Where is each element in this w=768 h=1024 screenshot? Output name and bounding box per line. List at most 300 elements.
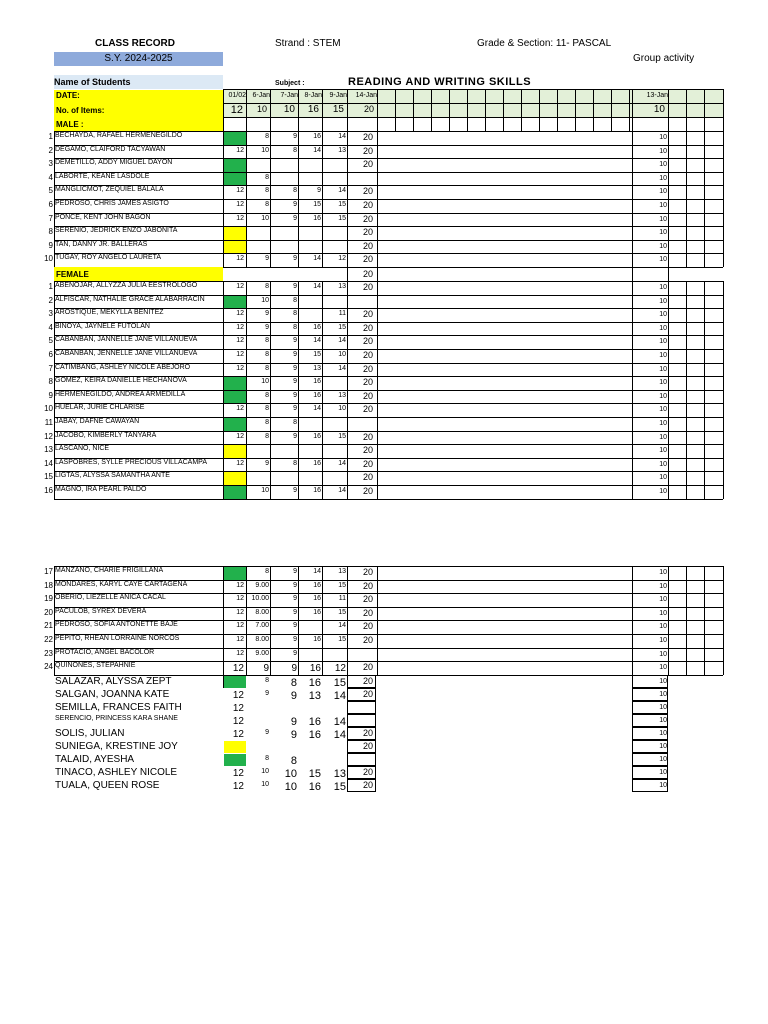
- row-number: 10: [44, 254, 53, 263]
- group-activity-score: 10: [659, 447, 667, 454]
- date-label: DATE:: [56, 91, 80, 100]
- quiz-score-0: 10: [261, 768, 269, 775]
- row-number: 2: [48, 296, 53, 305]
- row-number: 17: [44, 567, 53, 576]
- row-number: 2: [48, 146, 53, 155]
- row-number: 21: [44, 621, 53, 630]
- quiz-score-1: 9: [293, 636, 297, 643]
- group-activity-score: 10: [659, 691, 667, 698]
- group-activity-score: 10: [659, 202, 667, 209]
- quiz-score-1: 9: [293, 609, 297, 616]
- quiz-score-2: 16: [313, 324, 321, 331]
- student-name: TAN, DANNY JR. BALLERAS: [55, 241, 148, 248]
- quiz-score-3: 14: [333, 729, 346, 741]
- total-score: 20: [362, 132, 373, 142]
- quiz-score-0: 9.00: [255, 582, 269, 589]
- total-score: 20: [362, 594, 373, 604]
- student-name: SALAZAR, ALYSSA ZEPT: [55, 676, 172, 687]
- total-score: 20: [362, 254, 373, 264]
- row-number: 15: [44, 472, 53, 481]
- quiz-score-1: 9: [290, 729, 297, 741]
- attendance-score: 12: [232, 768, 244, 779]
- group-activity-score: 10: [659, 216, 667, 223]
- group-activity-score: 10: [659, 434, 667, 441]
- row-number: 14: [44, 459, 53, 468]
- quiz-score-3: 15: [338, 582, 346, 589]
- attendance-score: 12: [232, 663, 244, 674]
- male-section-label: MALE :: [56, 120, 84, 129]
- group-activity-score: 10: [659, 610, 667, 617]
- group-activity-score: 10: [659, 243, 667, 250]
- quiz-score-1: 10: [284, 781, 297, 793]
- group-activity-score: 10: [659, 134, 667, 141]
- group-activity-score: 10: [659, 730, 667, 737]
- quiz-score-2: 15: [308, 768, 321, 780]
- items-label: No. of Items:: [56, 106, 105, 115]
- total-score: 20: [362, 336, 373, 346]
- student-name: SERENIO, JEDRICK ENZO JABONITA: [55, 227, 178, 234]
- quiz-score-2: 16: [313, 215, 321, 222]
- attendance-score: 12: [236, 215, 244, 222]
- quiz-score-2: 16: [313, 378, 321, 385]
- student-name: MANZANO, CHARIE FRIGILLANA: [55, 567, 164, 574]
- attendance-score: 12: [232, 729, 244, 740]
- quiz-score-3: 13: [333, 768, 346, 780]
- group-activity-score: 10: [659, 651, 667, 658]
- quiz-score-1: 9: [293, 582, 297, 589]
- student-name: PROTACIO, ANGEL BACOLOR: [55, 649, 155, 656]
- group-activity-score: 10: [659, 756, 667, 763]
- group-activity-score: 10: [659, 717, 667, 724]
- quiz-score-3: 15: [338, 215, 346, 222]
- total-score: 20: [362, 486, 373, 496]
- quiz-score-3: 13: [338, 147, 346, 154]
- items-count-2: 10: [283, 104, 295, 115]
- student-name: DEGAMO, CLAIFORD TACYAWAN: [55, 146, 166, 153]
- row-number: 24: [44, 662, 53, 671]
- quiz-score-1: 9: [293, 487, 297, 494]
- student-name: SOLIS, JULIAN: [55, 728, 125, 739]
- total-score: 20: [362, 472, 373, 482]
- student-name: MANGLICMOT, ZEQUIEL BALALA: [55, 186, 164, 193]
- quiz-score-0: 10: [261, 297, 269, 304]
- quiz-score-3: 15: [338, 636, 346, 643]
- quiz-score-2: 16: [313, 392, 321, 399]
- student-name: ALFISCAR, NATHALIE GRACE ALABARRACIN: [55, 296, 205, 303]
- quiz-score-1: 9: [293, 622, 297, 629]
- quiz-score-0: 9.00: [255, 650, 269, 657]
- row-number: 5: [48, 186, 53, 195]
- quiz-score-2: 14: [313, 337, 321, 344]
- total-score: 20: [362, 241, 373, 251]
- quiz-score-1: 8: [290, 677, 297, 689]
- quiz-score-0: 9: [265, 324, 269, 331]
- row-number: 1: [48, 132, 53, 141]
- quiz-score-1: 9: [290, 716, 297, 728]
- group-activity-score: 10: [659, 596, 667, 603]
- total-score: 20: [362, 567, 373, 577]
- quiz-score-0: 8: [265, 755, 269, 762]
- attendance-score: 12: [232, 716, 244, 727]
- quiz-score-0: 9: [265, 729, 269, 736]
- attendance-score: 12: [236, 337, 244, 344]
- row-number: 3: [48, 309, 53, 318]
- items-count-3: 16: [307, 104, 319, 115]
- date-header-4: 9-Jan: [329, 92, 347, 99]
- quiz-score-2: 14: [313, 147, 321, 154]
- quiz-score-1: 10: [284, 768, 297, 780]
- total-score: 20: [362, 350, 373, 360]
- strand-label: Strand : STEM: [275, 38, 341, 49]
- quiz-score-0: 8: [265, 283, 269, 290]
- group-activity-score: 10: [659, 379, 667, 386]
- total-score: 20: [362, 309, 373, 319]
- subject-label: Subject :: [275, 80, 305, 87]
- row-number: 19: [44, 594, 53, 603]
- total-score: 20: [362, 214, 373, 224]
- row-number: 6: [48, 350, 53, 359]
- group-activity-score: 10: [659, 637, 667, 644]
- quiz-score-2: 14: [313, 405, 321, 412]
- name-of-students-label: Name of Students: [54, 75, 223, 89]
- group-activity-score: 10: [659, 148, 667, 155]
- quiz-score-3: 15: [338, 201, 346, 208]
- row-number: 3: [48, 159, 53, 168]
- group-activity-score: 10: [659, 338, 667, 345]
- student-name: TINACO, ASHLEY NICOLE: [55, 767, 178, 778]
- total-score: 20: [362, 364, 373, 374]
- student-name: TALAID, AYESHA: [55, 754, 135, 765]
- quiz-score-3: 13: [338, 392, 346, 399]
- student-name: SERENCIO, PRINCESS KARA SHANE: [55, 715, 178, 722]
- total-score: 20: [362, 404, 373, 414]
- group-activity-score: 10: [659, 298, 667, 305]
- group-activity-score: 10: [659, 664, 667, 671]
- items-count-6: 10: [653, 104, 665, 115]
- group-activity-score: 10: [659, 461, 667, 468]
- total-score: 20: [362, 581, 373, 591]
- student-name: CABANBAN, JANNELLE JANE VILLANUEVA: [55, 336, 198, 343]
- attendance-score: 12: [236, 433, 244, 440]
- quiz-score-2: 16: [313, 582, 321, 589]
- student-name: MONDARES, KARYL CAYE CARTAGENA: [55, 581, 188, 588]
- quiz-score-0: 8: [265, 174, 269, 181]
- total-score: 20: [362, 676, 373, 686]
- row-number: 7: [48, 364, 53, 373]
- attendance-score: 12: [236, 310, 244, 317]
- quiz-score-3: 14: [338, 187, 346, 194]
- total-score: 20: [362, 146, 373, 156]
- student-name: PONCE, KENT JOHN BAGON: [55, 214, 151, 221]
- student-name: DEMETILLO, ADDY MIGUEL DAYON: [55, 159, 173, 166]
- attendance-score: 12: [236, 147, 244, 154]
- student-name: LASPOBRES, SYLLE PRECIOUS VILLACAMPA: [55, 459, 207, 466]
- student-name: PEDROSO, SOFIA ANTONETTE BAJE: [55, 621, 178, 628]
- quiz-score-0: 8: [265, 392, 269, 399]
- subject-name: READING AND WRITING SKILLS: [348, 76, 532, 88]
- quiz-score-0: 10: [261, 487, 269, 494]
- female-total: 20: [362, 269, 373, 279]
- quiz-score-3: 10: [338, 351, 346, 358]
- total-score: 20: [362, 159, 373, 169]
- quiz-score-1: 8: [293, 324, 297, 331]
- total-score: 20: [362, 200, 373, 210]
- quiz-score-2: 16: [308, 729, 321, 741]
- quiz-score-0: 8: [265, 365, 269, 372]
- quiz-score-2: 15: [313, 201, 321, 208]
- quiz-score-0: 7.00: [255, 622, 269, 629]
- quiz-score-0: 8.00: [255, 636, 269, 643]
- quiz-score-2: 16: [308, 677, 321, 689]
- quiz-score-1: 8: [293, 460, 297, 467]
- attendance-score: 12: [236, 650, 244, 657]
- quiz-score-3: 13: [338, 568, 346, 575]
- quiz-score-0: 8.00: [255, 609, 269, 616]
- quiz-score-3: 15: [338, 433, 346, 440]
- total-score: 20: [362, 323, 373, 333]
- row-number: 1: [48, 282, 53, 291]
- date-header-1: 6-Jan: [252, 92, 270, 99]
- group-activity-score: 10: [659, 229, 667, 236]
- group-activity-score: 10: [659, 393, 667, 400]
- row-number: 18: [44, 581, 53, 590]
- quiz-score-1: 9: [293, 568, 297, 575]
- group-activity-score: 10: [659, 743, 667, 750]
- date-header-2: 7-Jan: [280, 92, 298, 99]
- quiz-score-3: 11: [338, 595, 346, 602]
- group-activity-score: 10: [659, 420, 667, 427]
- total-score: 20: [362, 621, 373, 631]
- row-number: 16: [44, 486, 53, 495]
- quiz-score-1: 8: [290, 755, 297, 767]
- total-score: 20: [362, 728, 373, 738]
- quiz-score-2: 14: [313, 568, 321, 575]
- quiz-score-3: 14: [338, 460, 346, 467]
- row-number: 20: [44, 608, 53, 617]
- group-activity-score: 10: [659, 284, 667, 291]
- quiz-score-2: 9: [317, 187, 321, 194]
- group-activity-score: 10: [659, 488, 667, 495]
- attendance-score: 12: [236, 201, 244, 208]
- total-score: 20: [362, 445, 373, 455]
- row-number: 8: [48, 227, 53, 236]
- attendance-score: 12: [236, 187, 244, 194]
- group-activity-score: 10: [659, 188, 667, 195]
- student-name: ABENOJAR, ALLYZZA JULIA EESTROLOGO: [55, 282, 198, 289]
- student-name: CABANBAN, JENNELLE JANE VILLANUEVA: [55, 350, 198, 357]
- quiz-score-0: 10: [261, 215, 269, 222]
- quiz-score-3: 15: [333, 781, 346, 793]
- quiz-score-0: 8: [265, 677, 269, 684]
- quiz-score-2: 16: [313, 433, 321, 440]
- group-activity-label: Group activity: [633, 53, 695, 64]
- quiz-score-3: 14: [338, 133, 346, 140]
- student-name: LIGTAS, ALYSSA SAMANTHA ANTE: [55, 472, 170, 479]
- quiz-score-0: 10: [261, 378, 269, 385]
- date-header-3: 8-Jan: [304, 92, 322, 99]
- attendance-score: 12: [236, 283, 244, 290]
- quiz-score-1: 9: [293, 378, 297, 385]
- quiz-score-1: 9: [293, 283, 297, 290]
- female-section-label: FEMALE: [56, 270, 89, 279]
- quiz-score-3: 14: [338, 337, 346, 344]
- quiz-score-3: 15: [338, 324, 346, 331]
- row-number: 4: [48, 323, 53, 332]
- quiz-score-0: 8: [265, 133, 269, 140]
- quiz-score-0: 8: [265, 433, 269, 440]
- quiz-score-0: 8: [265, 351, 269, 358]
- quiz-score-1: 9: [293, 133, 297, 140]
- student-name: TUGAY, ROY ANGELO LAURETA: [55, 254, 162, 261]
- quiz-score-0: 8: [265, 337, 269, 344]
- quiz-score-2: 14: [313, 255, 321, 262]
- total-score: 20: [362, 432, 373, 442]
- quiz-score-2: 13: [313, 365, 321, 372]
- quiz-score-0: 8: [265, 187, 269, 194]
- date-header-5: 14-Jan: [355, 92, 377, 99]
- attendance-score: 12: [236, 609, 244, 616]
- quiz-score-2: 15: [313, 351, 321, 358]
- total-score: 20: [362, 741, 373, 751]
- quiz-score-1: 9: [293, 405, 297, 412]
- attendance-score: 12: [236, 460, 244, 467]
- items-count-5: 20: [363, 104, 374, 114]
- student-name: QUIÑONES, STEPAHNIE: [55, 662, 136, 669]
- row-number: 8: [48, 377, 53, 386]
- student-name: CATIMBANG, ASHLEY NICOLE ABEJORO: [55, 364, 191, 371]
- quiz-score-1: 9: [293, 215, 297, 222]
- row-number: 12: [44, 432, 53, 441]
- quiz-score-0: 8: [265, 201, 269, 208]
- quiz-score-3: 10: [338, 405, 346, 412]
- group-activity-score: 10: [659, 769, 667, 776]
- quiz-score-2: 16: [313, 609, 321, 616]
- quiz-score-0: 9: [263, 663, 269, 674]
- quiz-score-2: 16: [313, 595, 321, 602]
- quiz-score-0: 10: [261, 147, 269, 154]
- student-name: BINOYA, JAYNELE FUTOLAN: [55, 323, 150, 330]
- group-activity-score: 10: [659, 311, 667, 318]
- row-number: 11: [44, 418, 53, 427]
- total-score: 20: [362, 377, 373, 387]
- quiz-score-3: 14: [338, 365, 346, 372]
- attendance-score: 12: [236, 582, 244, 589]
- row-number: 22: [44, 635, 53, 644]
- row-number: 9: [48, 241, 53, 250]
- quiz-score-0: 10: [261, 781, 269, 788]
- quiz-score-2: 13: [308, 690, 321, 702]
- quiz-score-3: 14: [338, 622, 346, 629]
- group-activity-score: 10: [659, 406, 667, 413]
- group-activity-score: 10: [659, 569, 667, 576]
- quiz-score-0: 8: [265, 568, 269, 575]
- group-activity-score: 10: [659, 782, 667, 789]
- quiz-score-1: 9: [293, 337, 297, 344]
- quiz-score-2: 16: [313, 487, 321, 494]
- quiz-score-2: 16: [309, 663, 321, 674]
- group-activity-score: 10: [659, 352, 667, 359]
- group-activity-score: 10: [659, 366, 667, 373]
- quiz-score-2: 14: [313, 283, 321, 290]
- total-score: 20: [362, 459, 373, 469]
- quiz-score-3: 13: [338, 283, 346, 290]
- quiz-score-1: 8: [293, 419, 297, 426]
- quiz-score-1: 9: [293, 351, 297, 358]
- student-name: LABORTE, KEANE LASDOLE: [55, 173, 150, 180]
- group-activity-score: 10: [659, 256, 667, 263]
- quiz-score-2: 16: [308, 716, 321, 728]
- quiz-score-1: 8: [293, 310, 297, 317]
- quiz-score-1: 9: [293, 201, 297, 208]
- student-name: JABAY, DAFNE CAWAYAN: [55, 418, 140, 425]
- total-score: 20: [362, 767, 373, 777]
- attendance-score: 12: [236, 351, 244, 358]
- student-name: HUELAR, JURIE CHLARISE: [55, 404, 145, 411]
- record-title: CLASS RECORD: [95, 38, 176, 49]
- quiz-score-1: 9: [293, 433, 297, 440]
- attendance-score: 12: [236, 255, 244, 262]
- total-score: 20: [362, 689, 373, 699]
- student-name: PACULOB, SYREX DEVERA: [55, 608, 147, 615]
- attendance-score: 12: [236, 636, 244, 643]
- row-number: 6: [48, 200, 53, 209]
- quiz-score-0: 8: [265, 405, 269, 412]
- attendance-score: 12: [236, 365, 244, 372]
- total-score: 20: [362, 608, 373, 618]
- row-number: 7: [48, 214, 53, 223]
- student-name: SALGAN, JOANNA KATE: [55, 689, 170, 700]
- quiz-score-3: 14: [333, 690, 346, 702]
- group-activity-score: 10: [659, 175, 667, 182]
- quiz-score-1: 9: [293, 365, 297, 372]
- quiz-score-1: 9: [293, 255, 297, 262]
- date-header-0: 01/02: [228, 92, 246, 99]
- student-name: HERMENEGILDO, ANDREA ARMEDILLA: [55, 391, 186, 398]
- quiz-score-2: 16: [313, 636, 321, 643]
- attendance-score: 12: [236, 324, 244, 331]
- student-name: PEPITO, RHEAN LORRAINE NORCOS: [55, 635, 180, 642]
- group-activity-score: 10: [659, 583, 667, 590]
- quiz-score-1: 8: [293, 147, 297, 154]
- row-number: 23: [44, 649, 53, 658]
- student-name: LASCANO, NICE: [55, 445, 110, 452]
- items-count-1: 10: [256, 104, 267, 114]
- group-activity-score: 10: [659, 704, 667, 711]
- quiz-score-0: 9: [265, 460, 269, 467]
- total-score: 20: [362, 186, 373, 196]
- quiz-score-2: 16: [313, 460, 321, 467]
- quiz-score-2: 16: [313, 133, 321, 140]
- quiz-score-0: 8: [265, 419, 269, 426]
- group-activity-score: 10: [659, 678, 667, 685]
- quiz-score-1: 9: [293, 650, 297, 657]
- quiz-score-3: 12: [334, 663, 346, 674]
- total-score: 20: [362, 780, 373, 790]
- grade-section-label: Grade & Section: 11- PASCAL: [477, 38, 612, 49]
- row-number: 9: [48, 391, 53, 400]
- row-number: 5: [48, 336, 53, 345]
- date-header-6: 13-Jan: [646, 92, 668, 99]
- quiz-score-2: 16: [308, 781, 321, 793]
- quiz-score-1: 8: [293, 297, 297, 304]
- group-activity-score: 10: [659, 161, 667, 168]
- student-name: SEMILLA, FRANCES FAITH: [55, 702, 182, 713]
- attendance-score: 12: [236, 595, 244, 602]
- total-score: 20: [362, 662, 373, 672]
- attendance-score: 12: [232, 781, 244, 792]
- group-activity-score: 10: [659, 474, 667, 481]
- student-name: GOMEZ, KEIRA DANIELLE HECHANOVA: [55, 377, 187, 384]
